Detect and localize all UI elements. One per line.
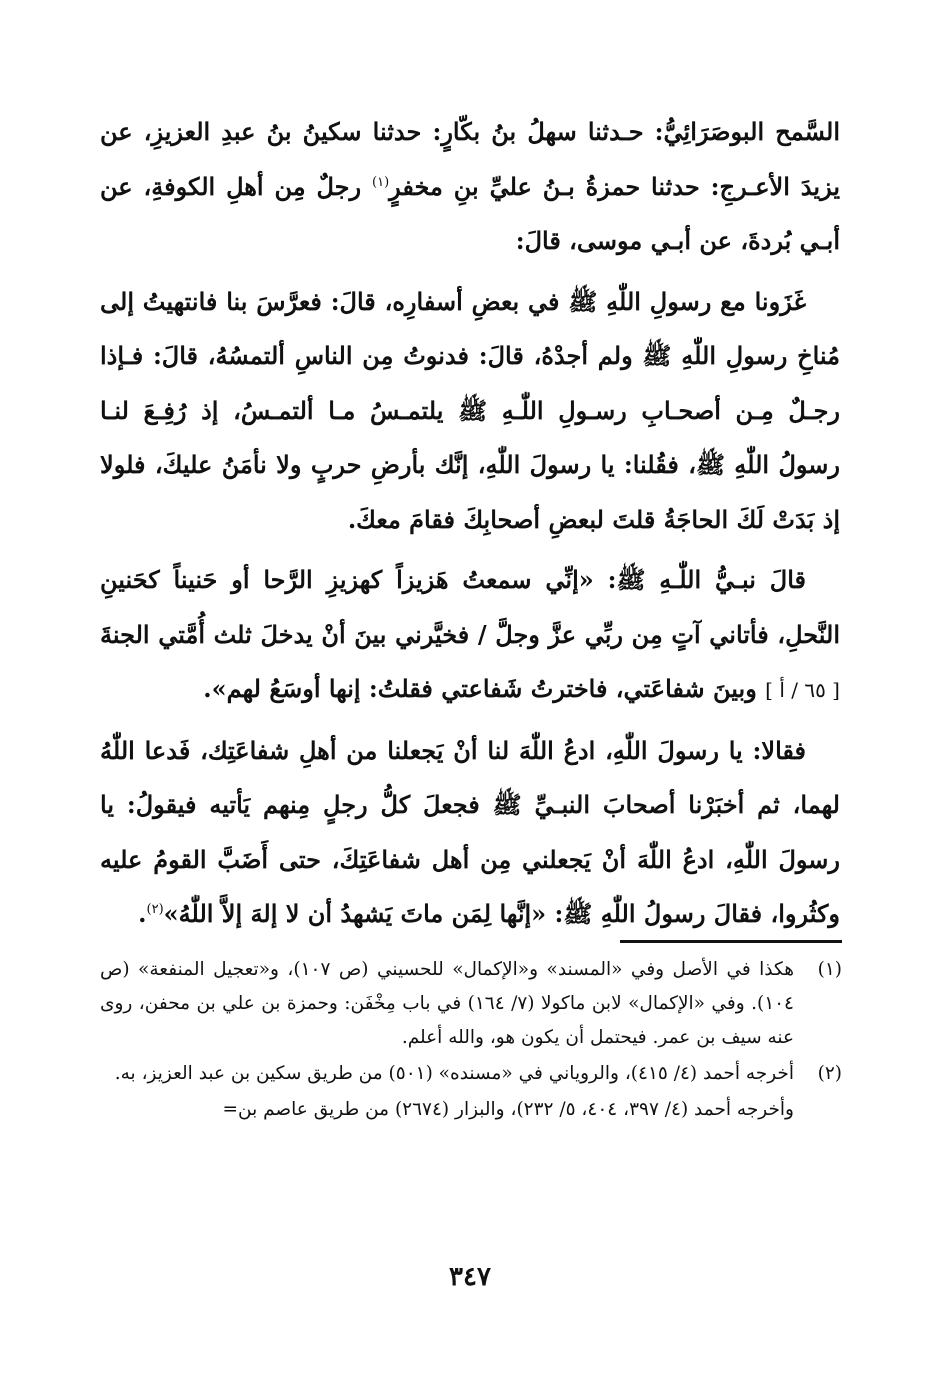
paragraph-text: رجلٌ مِن أهلِ الكوفةِ، عن أبـي بُردةَ، عن أبـي موسى، قالَ: [100, 171, 840, 255]
paragraph-isnad [100, 105, 840, 269]
paragraph-text: . [138, 899, 147, 928]
paragraph-closing [100, 724, 840, 942]
footnote-text: هكذا في الأصل وفي «المسند» و«الإكمال» للحسيني (ص ١٠٧)، و«تعجيل المنفعة» (ص ١٠٤). وفي «الإكمال» لابن ماكولا (٧/ ١٦٤) في باب مِخْفَن: وحمزة بن علي بن محفن، روى عنه سيف بن عمر. فيحتمل أن يكون هو، والله أعلم. [100, 959, 794, 1048]
paragraph-text: غَزَونا مع رسولِ اللّٰهِ ﷺ في بعضِ أسفارِه، قالَ: فعرَّسَ بنا فانتهيتُ إلى مُناخِ رسولِ اللّٰهِ ﷺ ولم أجدْهُ، قالَ: فدنوتُ مِن الناسِ ألتمسُهُ، قالَ: فـإذا رجـلٌ مِـن أصحـابِ رسـولِ اللّٰـهِ ﷺ يلتمـسُ مـا ألتمـسُ، إذ رُفِـعَ لنـا رسولُ اللّٰهِ ﷺ، فقُلنا: يا رسولَ اللّٰهِ، إنَّك بأرضِ حربٍ ولا نأمَنُ عليكَ، فلولا إذ بَدَتْ لَكَ الحاجَةُ قلتَ لبعضِ أصحابِكَ فقامَ معكَ. [100, 286, 840, 534]
footnote-ref-1[interactable]: (١) [372, 174, 390, 190]
footnote-number: (١) [817, 959, 842, 980]
footnote-text: أخرجه أحمد (٤/ ٤١٥)، والروياني في «مسنده» (٥٠١) من طريق سكين بن عبد العزيز، به. [114, 1063, 794, 1084]
paragraph-text: قالَ نبـيُّ اللّٰـهِ ﷺ: «إنِّي سمعتُ هَزيزاً كهزيزِ الرَّحا أو حَنيناً كحَنينِ النَّحلِ، فأتاني آتٍ مِن ربِّي عزَّ وجلَّ / فخيَّرني بينَ أنْ يدخلَ ثلث أُمَّتي الجنةَ [100, 565, 840, 649]
footnote-text: وأخرجه أحمد (٤/ ٣٩٧، ٤٠٤، ٥/ ٢٣٢)، والبزار (٢٦٧٤) من طريق عاصم بن= [222, 1099, 794, 1120]
footnote-separator [620, 940, 842, 943]
paragraph-text: فقالا: يا رسولَ اللّٰهِ، ادعُ اللّٰهَ لنا أنْ يَجعلنا من أهلِ شفاعَتِك، فَدعا اللّٰهُ لهما، ثم أخبَرْنا أصحابَ النبـيِّ ﷺ فجعلَ كلُّ رجلٍ مِنهم يَأتيه فيقولُ: يا رسولَ اللّٰهِ، ادعُ اللّٰهَ أنْ يَجعلني مِن أهل شفاعَتِكَ، حتى أَضَبَّ القومُ عليه وكثُروا، فقالَ رسولُ اللّٰهِ ﷺ: «إنَّها لِمَن ماتَ يَشهدُ أن لا إلهَ إلاَّ اللّٰهُ» [100, 735, 840, 928]
paragraph-narration [100, 275, 840, 548]
manuscript-folio-marker: [ ٦٥ / أ ] [765, 678, 840, 702]
page-number: ٣٤٧ [449, 1262, 491, 1292]
footnotes [100, 953, 842, 1127]
footnote-2 [100, 1057, 842, 1091]
footnote-number: (٢) [817, 1063, 842, 1084]
paragraph-text: السَّمح البوصَرَائِيُّ: حـدثنا سهلُ بنُ بكّارٍ: حدثنا سكينُ بنُ عبدِ العزيزِ، عن يزيدَ الأعـرجِ: حدثنا حمزةُ بـنُ عليِّ بنِ مخفرٍ [100, 117, 840, 201]
paragraph-hadith [100, 553, 840, 718]
footnote-2-continuation [100, 1093, 842, 1127]
footnote-1 [100, 953, 842, 1055]
paragraph-text: وبينَ شفاعَتي، فاخترتُ شَفاعتي فقلتُ: إنها أوسَعُ لهم». [203, 674, 757, 703]
main-text [100, 105, 840, 948]
footnote-ref-2[interactable]: (٢) [146, 902, 164, 917]
